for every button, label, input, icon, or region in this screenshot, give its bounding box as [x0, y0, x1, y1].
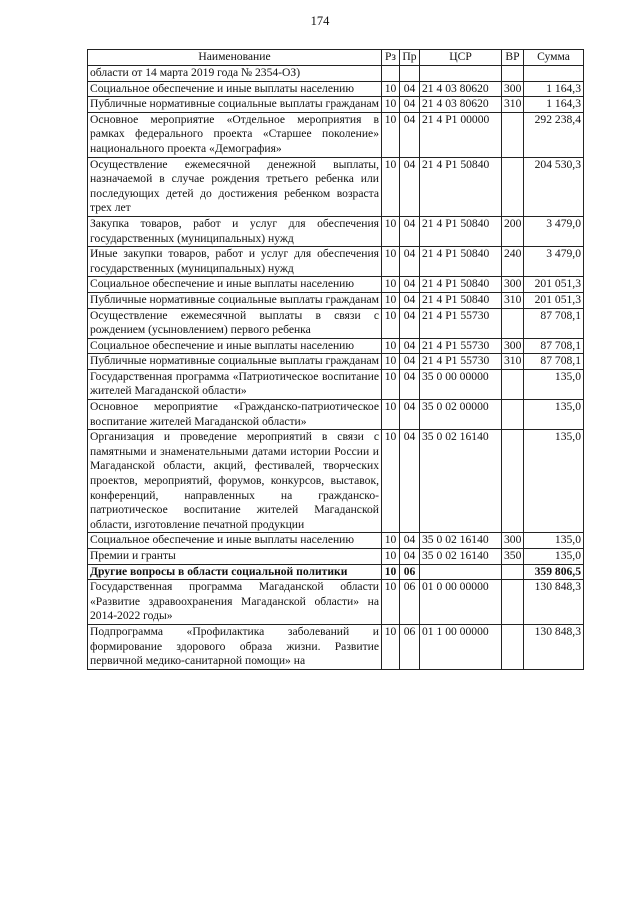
cell-pr: 04: [400, 247, 420, 277]
cell-csr: 35 0 02 16140: [420, 533, 502, 549]
cell-rz: 10: [382, 338, 400, 354]
cell-rz: 10: [382, 430, 400, 533]
table-row: [88, 157, 584, 216]
cell-vr: 350: [502, 549, 524, 565]
table-row: [88, 533, 584, 549]
cell-rz: 10: [382, 247, 400, 277]
table-row: [88, 400, 584, 430]
cell-pr: 04: [400, 81, 420, 97]
cell-csr: 35 0 00 00000: [420, 369, 502, 399]
cell-rz: 10: [382, 277, 400, 293]
cell-sum: 130 848,3: [524, 580, 584, 625]
budget-table: [87, 49, 584, 670]
cell-pr: 04: [400, 216, 420, 246]
cell-rz: 10: [382, 308, 400, 338]
cell-vr: 240: [502, 247, 524, 277]
cell-pr: 04: [400, 533, 420, 549]
cell-vr: 300: [502, 338, 524, 354]
cell-pr: 04: [400, 369, 420, 399]
header-rz: Рз: [382, 50, 400, 66]
cell-csr: 21 4 P1 50840: [420, 292, 502, 308]
cell-csr: 01 1 00 00000: [420, 624, 502, 669]
cell-pr: 04: [400, 157, 420, 216]
table-row: [88, 564, 584, 580]
cell-pr: 04: [400, 338, 420, 354]
cell-name: Иные закупки товаров, работ и услуг для обеспечения государственных (муниципальных) нужд: [88, 247, 382, 277]
cell-sum: 3 479,0: [524, 247, 584, 277]
cell-sum: 3 479,0: [524, 216, 584, 246]
cell-rz: [382, 66, 400, 82]
cell-vr: 200: [502, 216, 524, 246]
cell-pr: 06: [400, 580, 420, 625]
table-row: [88, 112, 584, 157]
cell-pr: 04: [400, 97, 420, 113]
cell-rz: 10: [382, 400, 400, 430]
table-row: [88, 308, 584, 338]
cell-vr: [502, 430, 524, 533]
table-row: [88, 292, 584, 308]
cell-name: Социальное обеспечение и иные выплаты населению: [88, 277, 382, 293]
cell-name: Государственная программа «Патриотическое воспитание жителей Магаданской области»: [88, 369, 382, 399]
cell-name: Государственная программа Магаданской области «Развитие здравоохранения Магаданской области» на 2014-2022 годы»: [88, 580, 382, 625]
cell-vr: [502, 308, 524, 338]
cell-vr: 300: [502, 81, 524, 97]
cell-vr: 300: [502, 277, 524, 293]
header-name: Наименование: [88, 50, 382, 66]
cell-vr: [502, 564, 524, 580]
table-row: [88, 97, 584, 113]
cell-name: Премии и гранты: [88, 549, 382, 565]
cell-csr: 21 4 P1 50840: [420, 157, 502, 216]
cell-pr: 04: [400, 112, 420, 157]
cell-name: Социальное обеспечение и иные выплаты населению: [88, 338, 382, 354]
table-body: [88, 66, 584, 670]
table-row: [88, 338, 584, 354]
cell-sum: 87 708,1: [524, 354, 584, 370]
cell-rz: 10: [382, 292, 400, 308]
cell-name: Публичные нормативные социальные выплаты гражданам: [88, 354, 382, 370]
cell-name: Социальное обеспечение и иные выплаты населению: [88, 533, 382, 549]
cell-sum: 87 708,1: [524, 308, 584, 338]
cell-vr: [502, 157, 524, 216]
cell-name: Социальное обеспечение и иные выплаты населению: [88, 81, 382, 97]
cell-name: Основное мероприятие «Гражданско-патриотическое воспитание жителей Магаданской области»: [88, 400, 382, 430]
cell-pr: 04: [400, 308, 420, 338]
cell-vr: 310: [502, 292, 524, 308]
cell-pr: 04: [400, 549, 420, 565]
cell-sum: 135,0: [524, 400, 584, 430]
cell-rz: 10: [382, 97, 400, 113]
cell-sum: 130 848,3: [524, 624, 584, 669]
table-row: [88, 624, 584, 669]
table-header-row: [88, 50, 584, 66]
cell-sum: 87 708,1: [524, 338, 584, 354]
cell-vr: 310: [502, 97, 524, 113]
cell-csr: [420, 564, 502, 580]
cell-name: Публичные нормативные социальные выплаты гражданам: [88, 97, 382, 113]
table-row: [88, 216, 584, 246]
cell-rz: 10: [382, 112, 400, 157]
cell-vr: [502, 400, 524, 430]
cell-rz: 10: [382, 157, 400, 216]
table-row: [88, 354, 584, 370]
cell-csr: 21 4 P1 00000: [420, 112, 502, 157]
cell-name: Публичные нормативные социальные выплаты гражданам: [88, 292, 382, 308]
table-row: [88, 430, 584, 533]
header-vr: ВР: [502, 50, 524, 66]
cell-vr: 300: [502, 533, 524, 549]
cell-rz: 10: [382, 549, 400, 565]
cell-pr: [400, 66, 420, 82]
cell-sum: 1 164,3: [524, 81, 584, 97]
table-row: [88, 247, 584, 277]
cell-name: Другие вопросы в области социальной политики: [88, 564, 382, 580]
table-row: [88, 580, 584, 625]
cell-csr: [420, 66, 502, 82]
cell-pr: 04: [400, 292, 420, 308]
header-pr: Пр: [400, 50, 420, 66]
cell-csr: 35 0 02 16140: [420, 549, 502, 565]
header-sum: Сумма: [524, 50, 584, 66]
cell-name: области от 14 марта 2019 года № 2354-ОЗ): [88, 66, 382, 82]
cell-sum: 204 530,3: [524, 157, 584, 216]
cell-vr: [502, 580, 524, 625]
table-row: [88, 66, 584, 82]
cell-sum: 292 238,4: [524, 112, 584, 157]
cell-csr: 21 4 P1 55730: [420, 354, 502, 370]
cell-csr: 21 4 P1 50840: [420, 247, 502, 277]
cell-csr: 21 4 P1 55730: [420, 338, 502, 354]
table-row: [88, 277, 584, 293]
cell-sum: 135,0: [524, 549, 584, 565]
cell-pr: 06: [400, 564, 420, 580]
cell-csr: 21 4 P1 55730: [420, 308, 502, 338]
header-csr: ЦСР: [420, 50, 502, 66]
cell-name: Закупка товаров, работ и услуг для обеспечения государственных (муниципальных) нужд: [88, 216, 382, 246]
cell-pr: 04: [400, 277, 420, 293]
cell-rz: 10: [382, 81, 400, 97]
page-number: 174: [310, 14, 330, 28]
cell-pr: 06: [400, 624, 420, 669]
cell-csr: 35 0 02 00000: [420, 400, 502, 430]
cell-vr: [502, 369, 524, 399]
cell-rz: 10: [382, 580, 400, 625]
cell-sum: 201 051,3: [524, 292, 584, 308]
cell-name: Осуществление ежемесячной выплаты в связи с рождением (усыновлением) первого ребенка: [88, 308, 382, 338]
cell-name: Основное мероприятие «Отдельное мероприятия в рамках федерального проекта «Старшее поколение» национального проекта «Демография»: [88, 112, 382, 157]
cell-sum: 135,0: [524, 533, 584, 549]
table-row: [88, 81, 584, 97]
cell-sum: 201 051,3: [524, 277, 584, 293]
cell-sum: 135,0: [524, 430, 584, 533]
cell-rz: 10: [382, 624, 400, 669]
cell-csr: 21 4 P1 50840: [420, 216, 502, 246]
cell-csr: 21 4 03 80620: [420, 97, 502, 113]
cell-vr: 310: [502, 354, 524, 370]
cell-name: Подпрограмма «Профилактика заболеваний и формирование здорового образа жизни. Развитие первичной медико-санитарной помощи» на: [88, 624, 382, 669]
cell-sum: 135,0: [524, 369, 584, 399]
table-row: [88, 549, 584, 565]
cell-csr: 21 4 03 80620: [420, 81, 502, 97]
cell-csr: 35 0 02 16140: [420, 430, 502, 533]
cell-sum: [524, 66, 584, 82]
cell-pr: 04: [400, 430, 420, 533]
cell-vr: [502, 112, 524, 157]
cell-vr: [502, 624, 524, 669]
cell-name: Организация и проведение мероприятий в связи с памятными и знаменательными датами истории России и Магаданской области, акций, фестивалей, творческих проектов, мероприятий, форумов, конкурсов, выставок, конференций, направленных на гражданско-патриотическое воспитание жителей Магаданской области, изготовление печатной продукции: [88, 430, 382, 533]
cell-csr: 21 4 P1 50840: [420, 277, 502, 293]
cell-rz: 10: [382, 564, 400, 580]
cell-rz: 10: [382, 533, 400, 549]
cell-csr: 01 0 00 00000: [420, 580, 502, 625]
cell-rz: 10: [382, 369, 400, 399]
cell-vr: [502, 66, 524, 82]
cell-pr: 04: [400, 400, 420, 430]
cell-rz: 10: [382, 216, 400, 246]
cell-sum: 1 164,3: [524, 97, 584, 113]
table-row: [88, 369, 584, 399]
cell-pr: 04: [400, 354, 420, 370]
cell-sum: 359 806,5: [524, 564, 584, 580]
cell-name: Осуществление ежемесячной денежной выплаты, назначаемой в случае рождения третьего ребенка или последующих детей до достижения ребенком возраста трех лет: [88, 157, 382, 216]
cell-rz: 10: [382, 354, 400, 370]
